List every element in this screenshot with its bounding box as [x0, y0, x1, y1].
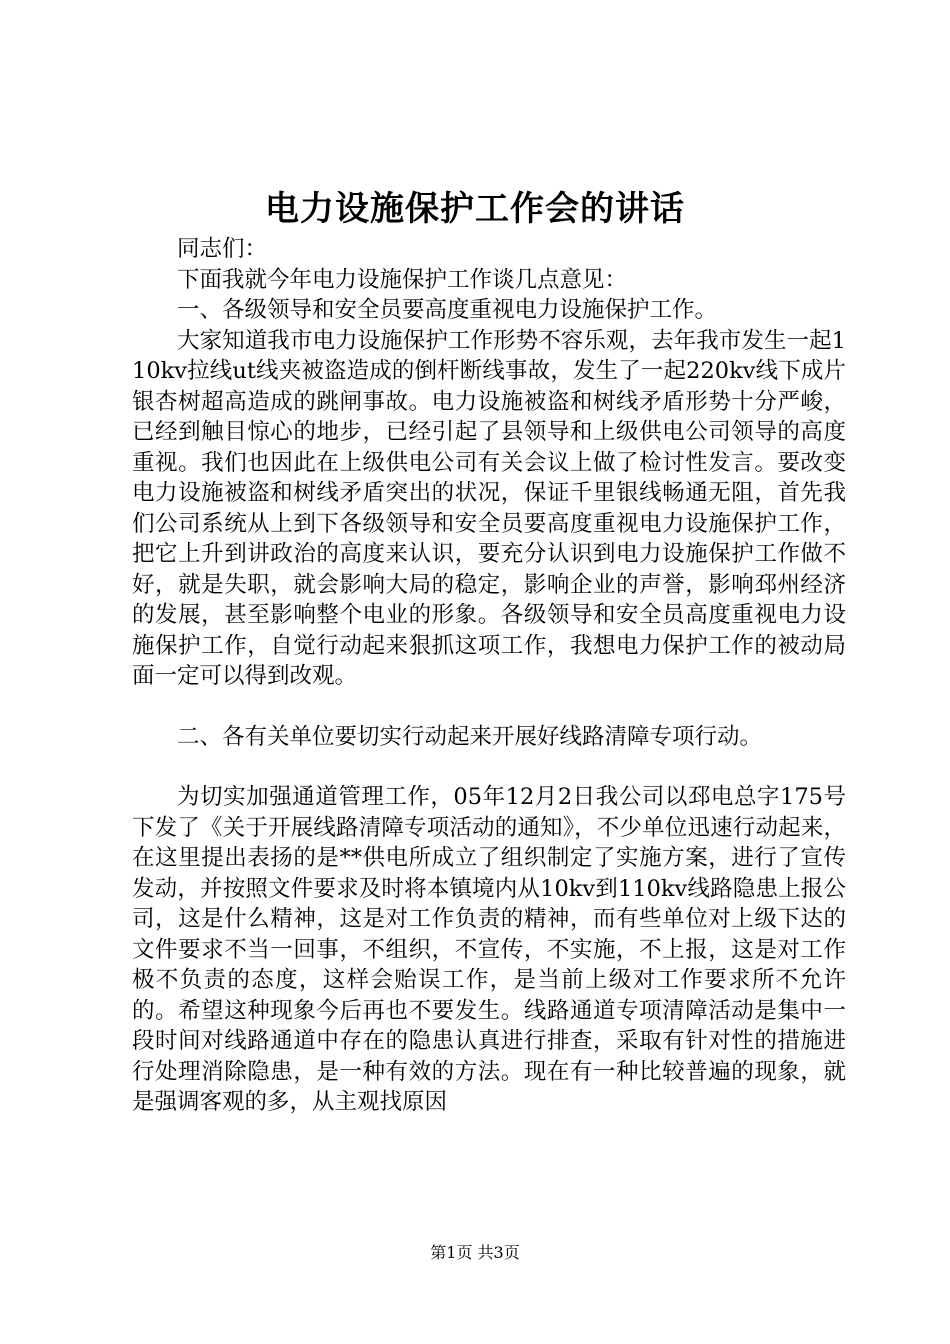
- body-paragraph-2: 为切实加强通道管理工作，05年12月2日我公司以邳电总字175号下发了《关于开展线路清障专项活动的通知》，不少单位迅速行动起来，在这里提出表扬的是**供电所成立了组织制定了实施方案，进行了宣传发动，并按照文件要求及时将本镇境内从10kv到110kv线路隐患上报公司，这是什么精神，这是对工作负责的精神，而有些单位对上级下达的文件要求不当一回事，不组织，不宣传，不实施，不上报，这是对工作极不负责的态度，这样会贻误工作，是当前上级对工作要求所不允许的。希望这种现象今后再也不要发生。线路通道专项清障活动是集中一段时间对线路通道中存在的隐患认真进行排查，采取有针对性的措施进行处理消除隐患，是一种有效的方法。现在有一种比较普遍的现象，就是强调客观的多，从主观找原因: [132, 784, 846, 1115]
- intro-paragraph: 下面我就今年电力设施保护工作谈几点意见：: [177, 266, 628, 293]
- section-heading-1: 一、各级领导和安全员要高度重视电力设施保护工作。: [177, 297, 718, 323]
- document-body: [132, 234, 846, 1118]
- page-footer: 第1页 共3页: [430, 1243, 520, 1262]
- body-paragraph-1: 大家知道我市电力设施保护工作形势不容乐观，去年我市发生一起110kv拉线ut线夹被盗造成的倒杆断线事故，发生了一起220kv线下成片银杏树超高造成的跳闸事故。电力设施被盗和树线矛盾形势十分严峻，已经到触目惊心的地步，已经引起了县领导和上级供电公司领导的高度重视。我们也因此在上级供电公司有关会议上做了检讨性发言。要改变电力设施被盗和树线矛盾突出的状况，保证千里银线畅通无阻，首先我们公司系统从上到下各级领导和安全员要高度重视电力设施保护工作，把它上升到讲政治的高度来认识，要充分认识到电力设施保护工作做不好，就是失职，就会影响大局的稳定，影响企业的声誉，影响邳州经济的发展，甚至影响整个电业的形象。各级领导和安全员高度重视电力设施保护工作，自觉行动起来狠抓这项工作，我想电力保护工作的被动局面一定可以得到改观。: [132, 327, 846, 689]
- document-title: 电力设施保护工作会的讲话: [265, 189, 685, 229]
- section-heading-2: 二、各有关单位要切实行动起来开展好线路清障专项行动。: [177, 723, 763, 750]
- salutation-paragraph: 同志们：: [177, 236, 268, 262]
